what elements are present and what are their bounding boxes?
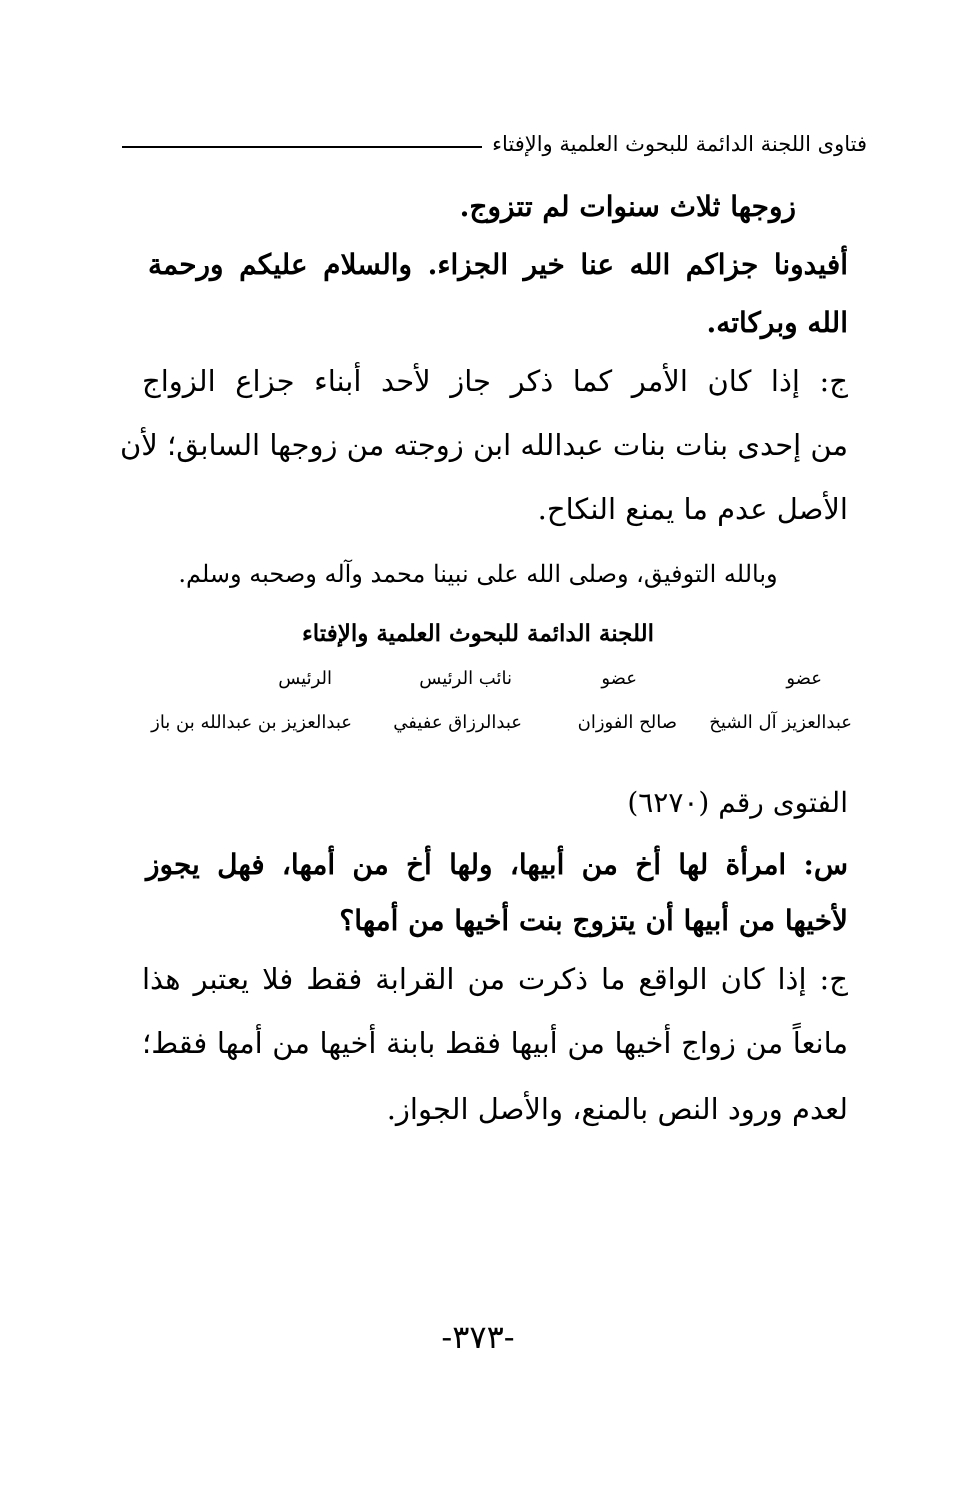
header-title: فتاوى اللجنة الدائمة للبحوث العلمية والإفتاء <box>492 132 867 156</box>
committee-roles-row <box>140 668 852 698</box>
name-member-1: عبدالعزيز آل الشيخ <box>709 712 852 733</box>
question2-line-1: س: امرأة لها أخ من أبيها، ولها أخ من أمها، فهل يجوز <box>146 848 848 881</box>
role-member-2: عضو <box>601 668 637 689</box>
answer1-line-2: من إحدى بنات بنات عبدالله ابن زوجته من زوجها السابق؛ لأن <box>119 428 848 462</box>
question2-line-2: لأخيها من أبيها أن يتزوج بنت أخيها من أمها؟ <box>339 904 848 937</box>
answer2-line-2: مانعاً من زواج أخيها من أبيها فقط بابنة أخيها من أمها فقط؛ <box>142 1026 848 1060</box>
question-end-line-3: الله وبركاته. <box>706 306 848 339</box>
committee-title: اللجنة الدائمة للبحوث العلمية والإفتاء <box>301 620 655 647</box>
answer1-line-1: ج: إذا كان الأمر كما ذكر جاز لأحد أبناء جزاع الزواج <box>142 364 848 398</box>
header-rule <box>122 146 482 148</box>
role-president: الرئيس <box>278 668 332 689</box>
committee-names-row <box>140 712 852 742</box>
role-vice-president: نائب الرئيس <box>419 668 512 689</box>
name-member-2: صالح الفوزان <box>577 712 677 733</box>
name-president: عبدالعزيز بن عبدالله بن باز <box>151 712 352 733</box>
fatwa-number: الفتوى رقم (٦٢٧٠) <box>627 786 848 819</box>
page-number: -٣٧٣- <box>441 1318 515 1356</box>
question-end-line-2: أفيدونا جزاكم الله عنا خير الجزاء. والسلام عليكم ورحمة <box>148 248 848 281</box>
name-vice-president: عبدالرزاق عفيفي <box>393 712 522 733</box>
role-member-1: عضو <box>786 668 822 689</box>
answer1-line-3: الأصل عدم ما يمنع النكاح. <box>537 492 848 526</box>
question-end-line-1: زوجها ثلاث سنوات لم تتزوج. <box>459 190 796 223</box>
closing-prayer: وبالله التوفيق، وصلى الله على نبينا محمد وآله وصحبه وسلم. <box>178 560 778 588</box>
answer2-line-3: لعدم ورود النص بالمنع، والأصل الجواز. <box>386 1092 848 1126</box>
running-header <box>122 128 867 160</box>
answer2-line-1: ج: إذا كان الواقع ما ذكرت من القرابة فقط فلا يعتبر هذا <box>142 962 848 996</box>
